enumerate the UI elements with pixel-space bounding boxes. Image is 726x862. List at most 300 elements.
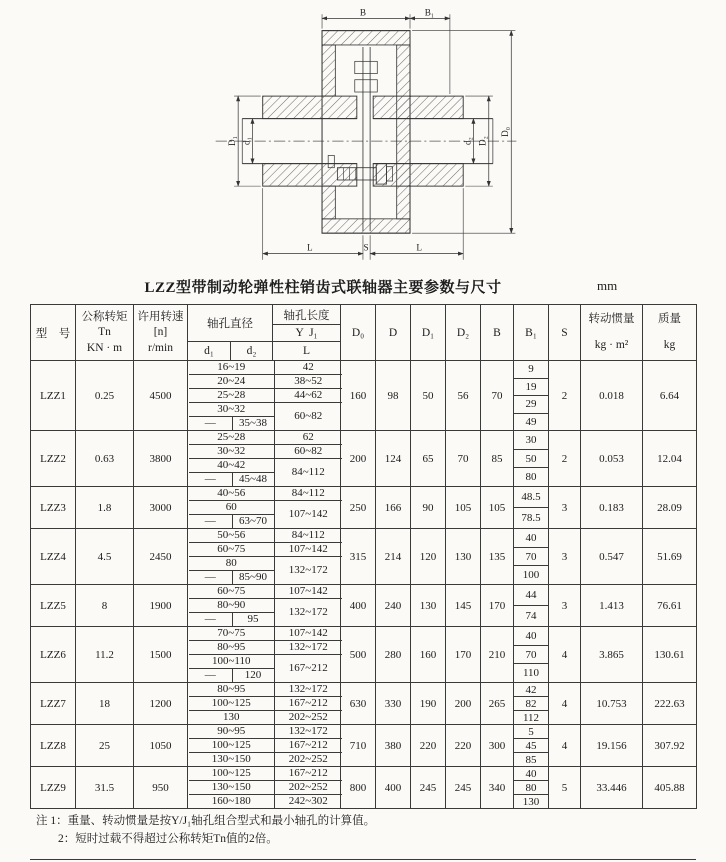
- table-header: [31, 305, 697, 361]
- bore-subrow: [189, 445, 342, 459]
- b1-value: 30: [525, 433, 537, 446]
- torque-cell: 1.8: [76, 487, 134, 529]
- length-cell: 242~302: [274, 795, 342, 809]
- length-cell: 107~142: [274, 585, 342, 599]
- bore-subrow: [189, 739, 342, 753]
- header-bore-diameter: 轴孔直径: [188, 305, 273, 342]
- dim-label-L-left: L: [306, 242, 313, 253]
- b1-value: 29: [514, 395, 548, 413]
- speed-cell: 1050: [134, 725, 188, 767]
- length-cell: 202~252: [274, 711, 342, 725]
- length-cell: 132~172: [274, 725, 342, 739]
- b-cell: 70: [481, 361, 514, 431]
- mass-cell: 405.88: [643, 767, 697, 809]
- d2-cell: 130: [446, 529, 481, 585]
- length-cell: 60~82: [274, 445, 342, 459]
- b1-value: 9: [528, 363, 534, 376]
- model-cell: LZZ3: [31, 487, 76, 529]
- mass-cell: 28.09: [643, 487, 697, 529]
- speed-cell: 4500: [134, 361, 188, 431]
- bore-inner-table: [189, 431, 342, 486]
- inertia-cell: 3.865: [581, 627, 643, 683]
- table-wrap: [30, 304, 696, 860]
- b1-stack: [514, 487, 548, 528]
- b-cell: 105: [481, 487, 514, 529]
- b-cell: 300: [481, 725, 514, 767]
- bore-subrow: [189, 543, 342, 557]
- bore-d1-cell: —: [189, 669, 232, 683]
- d-cell: 98: [376, 361, 411, 431]
- b1-value: 48.5: [521, 491, 541, 503]
- d0-cell: 500: [341, 627, 376, 683]
- parameters-table: [30, 304, 697, 809]
- bore-range-cell: 100~110: [189, 655, 274, 669]
- header-torque-line2: Tn: [98, 326, 111, 339]
- bore-subrow: [189, 725, 342, 739]
- b1-cell: [514, 361, 549, 431]
- technical-drawing: [200, 2, 530, 270]
- b1-cell: [514, 683, 549, 725]
- bore-length-cell: [188, 683, 341, 725]
- drum-top-rim: [322, 31, 410, 45]
- right-hub-top: [373, 96, 463, 119]
- bore-subrow: [189, 361, 342, 375]
- header-torque-line1: 公称转矩: [81, 310, 128, 323]
- s-cell: 5: [549, 767, 581, 809]
- s-cell: 4: [549, 725, 581, 767]
- header-inertia: [581, 305, 643, 361]
- length-cell: 84~112: [274, 487, 342, 501]
- coupling-section-drawing: [200, 2, 530, 270]
- table-row: [31, 627, 697, 683]
- bore-range-cell: 100~125: [211, 767, 251, 779]
- d0-cell: 200: [341, 431, 376, 487]
- length-cell: 84~112: [274, 529, 342, 543]
- bore-d2-cell: 120: [232, 669, 274, 683]
- header-D1: D₁: [411, 305, 446, 361]
- dim-label-D1: D₁: [227, 136, 238, 147]
- bore-range-cell: 25~28: [217, 431, 246, 443]
- b1-cell: [514, 725, 549, 767]
- d2-cell: 56: [446, 361, 481, 431]
- length-cell: 167~212: [274, 767, 342, 781]
- b1-stack: [514, 431, 548, 486]
- d2-cell: 145: [446, 585, 481, 627]
- speed-cell: 2450: [134, 529, 188, 585]
- bore-inner-table: [189, 683, 342, 724]
- bore-subrow: [189, 557, 342, 571]
- d2-cell: 170: [446, 627, 481, 683]
- table-row: [31, 431, 697, 487]
- d-cell: 280: [376, 627, 411, 683]
- bore-inner-table: [189, 627, 342, 682]
- d2-cell: 200: [446, 683, 481, 725]
- mass-cell: 76.61: [643, 585, 697, 627]
- b1-cell: [514, 487, 549, 529]
- bore-range-cell: 20~24: [189, 375, 274, 389]
- bore-length-cell: [188, 431, 341, 487]
- inertia-cell: 0.053: [581, 431, 643, 487]
- table-row: [31, 767, 697, 809]
- bore-range-cell: 30~32: [189, 445, 274, 459]
- bore-length-cell: [188, 627, 341, 683]
- d1-cell: 245: [411, 767, 446, 809]
- bore-d1-cell: —: [189, 571, 232, 585]
- mass-cell: 51.69: [643, 529, 697, 585]
- bore-subrow: [189, 599, 342, 613]
- bore-length-cell: [188, 361, 341, 431]
- b1-stack: [514, 767, 548, 808]
- header-mass-line1: 质量: [658, 312, 681, 325]
- d-cell: 380: [376, 725, 411, 767]
- header-L: L: [273, 342, 341, 361]
- bore-subrow: [189, 781, 342, 795]
- d1-cell: 65: [411, 431, 446, 487]
- header-speed-line3: r/min: [148, 341, 173, 354]
- bore-length-cell: [188, 585, 341, 627]
- bore-subrow: [189, 697, 342, 711]
- bore-subrow: [189, 529, 342, 543]
- length-cell: 84~112: [274, 459, 342, 487]
- table-row: [31, 487, 697, 529]
- b1-value: 40: [525, 629, 537, 642]
- s-cell: 4: [549, 683, 581, 725]
- b-cell: 265: [481, 683, 514, 725]
- s-cell: 2: [549, 361, 581, 431]
- header-mass: [643, 305, 697, 361]
- bore-range-cell: 100~125: [189, 739, 274, 753]
- d1-cell: 50: [411, 361, 446, 431]
- b1-cell: [514, 627, 549, 683]
- speed-cell: 3800: [134, 431, 188, 487]
- bore-inner-table: [189, 487, 342, 528]
- d0-cell: 800: [341, 767, 376, 809]
- speed-cell: 950: [134, 767, 188, 809]
- header-B1: B₁: [514, 305, 549, 361]
- length-cell: 60~82: [274, 403, 342, 431]
- length-cell: 62: [274, 431, 342, 445]
- table-body: [31, 361, 697, 809]
- mass-cell: 307.92: [643, 725, 697, 767]
- length-cell: 107~142: [274, 543, 342, 557]
- model-cell: LZZ9: [31, 767, 76, 809]
- bore-length-cell: [188, 487, 341, 529]
- torque-cell: 18: [76, 683, 134, 725]
- bore-length-cell: [188, 767, 341, 809]
- bore-range-cell: 100~125: [189, 697, 274, 711]
- b-cell: 340: [481, 767, 514, 809]
- left-hub-bottom: [263, 164, 357, 187]
- length-cell: 202~252: [274, 781, 342, 795]
- d0-cell: 400: [341, 585, 376, 627]
- b1-cell: [514, 431, 549, 487]
- b1-value: 40: [525, 767, 537, 780]
- bore-d2-cell: 63~70: [232, 515, 274, 529]
- header-speed-line1: 许用转速: [137, 310, 184, 323]
- header-d1: d₁: [188, 342, 231, 361]
- length-cell: 167~212: [274, 697, 342, 711]
- model-cell: LZZ2: [31, 431, 76, 487]
- b1-value: 80: [514, 467, 548, 486]
- bore-d1-cell: —: [189, 613, 232, 627]
- d1-cell: 130: [411, 585, 446, 627]
- bore-range-cell: 80~95: [217, 683, 246, 695]
- dim-label-d1: d₁: [241, 137, 252, 146]
- b1-value: 82: [514, 696, 548, 710]
- inertia-cell: 19.156: [581, 725, 643, 767]
- drum-left-wall-bottom: [322, 186, 335, 219]
- inertia-cell: 33.446: [581, 767, 643, 809]
- torque-cell: 4.5: [76, 529, 134, 585]
- b-cell: 135: [481, 529, 514, 585]
- d-cell: 400: [376, 767, 411, 809]
- bore-subrow: [189, 487, 342, 501]
- s-cell: 3: [549, 529, 581, 585]
- bore-subrow: [189, 641, 342, 655]
- bore-range-cell: 60~75: [189, 543, 274, 557]
- b1-cell: [514, 585, 549, 627]
- dim-label-d2: d₂: [462, 137, 473, 146]
- b1-value: 50: [514, 449, 548, 468]
- length-cell: 202~252: [274, 753, 342, 767]
- b1-value: 5: [528, 725, 534, 738]
- bore-range-cell: 80: [189, 557, 274, 571]
- b1-value: 85: [514, 752, 548, 766]
- header-inertia-line2: kg · m²: [594, 338, 629, 351]
- b1-stack: [514, 529, 548, 584]
- b1-value: 42: [525, 683, 537, 696]
- header-D0: D₀: [341, 305, 376, 361]
- model-cell: LZZ4: [31, 529, 76, 585]
- bore-inner-table: [189, 529, 342, 584]
- b1-value: 130: [514, 794, 548, 808]
- bore-subrow: [189, 753, 342, 767]
- length-cell: 42: [274, 361, 342, 375]
- bore-d2-cell: 35~38: [232, 417, 274, 431]
- bore-range-cell: 60~75: [217, 585, 246, 597]
- inertia-cell: 0.183: [581, 487, 643, 529]
- length-cell: 132~172: [274, 557, 342, 585]
- bore-inner-table: [189, 767, 342, 808]
- table-row: [31, 585, 697, 627]
- inertia-cell: 0.018: [581, 361, 643, 431]
- bore-subrow: [189, 375, 342, 389]
- bore-length-cell: [188, 725, 341, 767]
- d-cell: 240: [376, 585, 411, 627]
- bore-inner-table: [189, 361, 342, 430]
- title-row: [0, 276, 726, 298]
- drum-right-wall: [397, 45, 410, 219]
- length-cell: 44~62: [274, 389, 342, 403]
- d1-cell: 160: [411, 627, 446, 683]
- b1-value: 100: [514, 565, 548, 584]
- bore-range-cell: 50~56: [217, 529, 246, 541]
- bolt-head: [376, 164, 386, 184]
- bore-range-cell: 80~90: [189, 599, 274, 613]
- dim-label-B: B: [359, 7, 367, 18]
- length-cell: 107~142: [274, 627, 342, 641]
- header-bore-length: 轴孔长度: [273, 305, 341, 325]
- d0-cell: 630: [341, 683, 376, 725]
- bore-subrow: [189, 767, 342, 781]
- b1-value: 49: [514, 413, 548, 431]
- length-cell: 132~172: [274, 641, 342, 655]
- inertia-cell: 10.753: [581, 683, 643, 725]
- b1-value: 44: [525, 589, 537, 601]
- b1-value: 70: [514, 645, 548, 664]
- b-cell: 210: [481, 627, 514, 683]
- bore-range-cell: 40~56: [217, 487, 246, 499]
- bore-subrow: [189, 501, 342, 515]
- header-d2: d₂: [231, 342, 273, 361]
- mass-cell: 130.61: [643, 627, 697, 683]
- d-cell: 330: [376, 683, 411, 725]
- bore-range-cell: 130~150: [189, 753, 274, 767]
- torque-cell: 11.2: [76, 627, 134, 683]
- model-cell: LZZ1: [31, 361, 76, 431]
- b1-value: 70: [514, 547, 548, 566]
- dim-label-D0: D₀: [500, 126, 511, 137]
- bore-range-cell: 16~19: [217, 361, 246, 373]
- drum-left-wall-top: [322, 45, 335, 96]
- header-torque-line3: KN · m: [86, 341, 123, 354]
- bore-subrow: [189, 795, 342, 809]
- bore-range-cell: 130~150: [189, 781, 274, 795]
- bore-subrow: [189, 655, 342, 669]
- bore-d1-cell: —: [189, 473, 232, 487]
- b1-value: 40: [525, 531, 537, 544]
- torque-cell: 8: [76, 585, 134, 627]
- header-S: S: [549, 305, 581, 361]
- inertia-cell: 1.413: [581, 585, 643, 627]
- speed-cell: 1200: [134, 683, 188, 725]
- b1-value: 19: [514, 378, 548, 396]
- d1-cell: 120: [411, 529, 446, 585]
- b-cell: 170: [481, 585, 514, 627]
- header-speed-line2: [n]: [153, 326, 168, 339]
- bore-subrow: [189, 627, 342, 641]
- bore-range-cell: 30~32: [189, 403, 274, 417]
- b1-cell: [514, 767, 549, 809]
- torque-cell: 0.63: [76, 431, 134, 487]
- bore-range-cell: 130: [189, 711, 274, 725]
- bore-range-cell: 90~95: [217, 725, 246, 737]
- model-cell: LZZ7: [31, 683, 76, 725]
- b1-value: 110: [514, 663, 548, 682]
- bore-inner-table: [189, 585, 342, 626]
- bore-range-cell: 80~95: [189, 641, 274, 655]
- table-row: [31, 361, 697, 431]
- d0-cell: 250: [341, 487, 376, 529]
- bore-subrow: [189, 585, 342, 599]
- bore-subrow: [189, 431, 342, 445]
- b1-value: 74: [514, 605, 548, 626]
- d-cell: 166: [376, 487, 411, 529]
- b1-value: 78.5: [514, 507, 548, 528]
- d0-cell: 315: [341, 529, 376, 585]
- d2-cell: 105: [446, 487, 481, 529]
- torque-cell: 31.5: [76, 767, 134, 809]
- b1-value: 45: [514, 738, 548, 752]
- b1-stack: [514, 627, 548, 682]
- d0-cell: 160: [341, 361, 376, 431]
- bore-range-cell: 40~42: [189, 459, 274, 473]
- dim-label-D2: D₂: [477, 136, 488, 147]
- s-cell: 2: [549, 431, 581, 487]
- mass-cell: 12.04: [643, 431, 697, 487]
- d-cell: 214: [376, 529, 411, 585]
- header-D2: D₂: [446, 305, 481, 361]
- bore-subrow: [189, 403, 342, 417]
- b1-cell: [514, 529, 549, 585]
- bore-range-cell: 160~180: [189, 795, 274, 809]
- bore-subrow: [189, 389, 342, 403]
- bore-subrow: [189, 459, 342, 473]
- bore-range-cell: 70~75: [217, 627, 246, 639]
- speed-cell: 1500: [134, 627, 188, 683]
- dim-label-B1: B₁: [424, 7, 435, 18]
- header-inertia-line1: 转动惯量: [588, 312, 635, 325]
- d1-cell: 220: [411, 725, 446, 767]
- left-hub-top: [263, 96, 357, 119]
- length-cell: 107~142: [274, 501, 342, 529]
- b1-stack: [514, 725, 548, 766]
- note-line-1: 注 1：重量、转动惯量是按Y/J₁轴孔组合型式和最小轴孔的计算值。: [36, 815, 376, 827]
- s-cell: 3: [549, 585, 581, 627]
- mass-cell: 6.64: [643, 361, 697, 431]
- b-cell: 85: [481, 431, 514, 487]
- table-notes: [30, 811, 696, 860]
- length-cell: 167~212: [274, 655, 342, 683]
- inertia-cell: 0.547: [581, 529, 643, 585]
- s-cell: 4: [549, 627, 581, 683]
- b1-value: 80: [514, 780, 548, 794]
- model-cell: LZZ8: [31, 725, 76, 767]
- header-torque: [76, 305, 134, 361]
- dim-label-L-right: L: [416, 242, 423, 253]
- dim-label-S: S: [363, 242, 369, 253]
- header-B: B: [481, 305, 514, 361]
- length-cell: 38~52: [274, 375, 342, 389]
- unit-label: mm: [597, 278, 618, 293]
- bore-length-cell: [188, 529, 341, 585]
- length-cell: 132~172: [274, 599, 342, 627]
- bore-range-cell: 60: [189, 501, 274, 515]
- d-cell: 124: [376, 431, 411, 487]
- torque-cell: 0.25: [76, 361, 134, 431]
- d1-cell: 90: [411, 487, 446, 529]
- length-cell: 132~172: [274, 683, 342, 697]
- torque-cell: 25: [76, 725, 134, 767]
- bore-d1-cell: —: [189, 515, 232, 529]
- bore-d2-cell: 45~48: [232, 473, 274, 487]
- header-model: 型 号: [31, 305, 76, 361]
- model-cell: LZZ5: [31, 585, 76, 627]
- length-cell: 167~212: [274, 739, 342, 753]
- d1-cell: 190: [411, 683, 446, 725]
- header-mass-line2: kg: [663, 338, 676, 351]
- page-title: LZZ型带制动轮弹性柱销齿式联轴器主要参数与尺寸: [144, 280, 502, 296]
- table-row: [31, 683, 697, 725]
- bore-inner-table: [189, 725, 342, 766]
- table-row: [31, 529, 697, 585]
- bore-subrow: [189, 683, 342, 697]
- d2-cell: 245: [446, 767, 481, 809]
- mass-cell: 222.63: [643, 683, 697, 725]
- speed-cell: 1900: [134, 585, 188, 627]
- bore-subrow: [189, 711, 342, 725]
- bore-d1-cell: —: [189, 417, 232, 431]
